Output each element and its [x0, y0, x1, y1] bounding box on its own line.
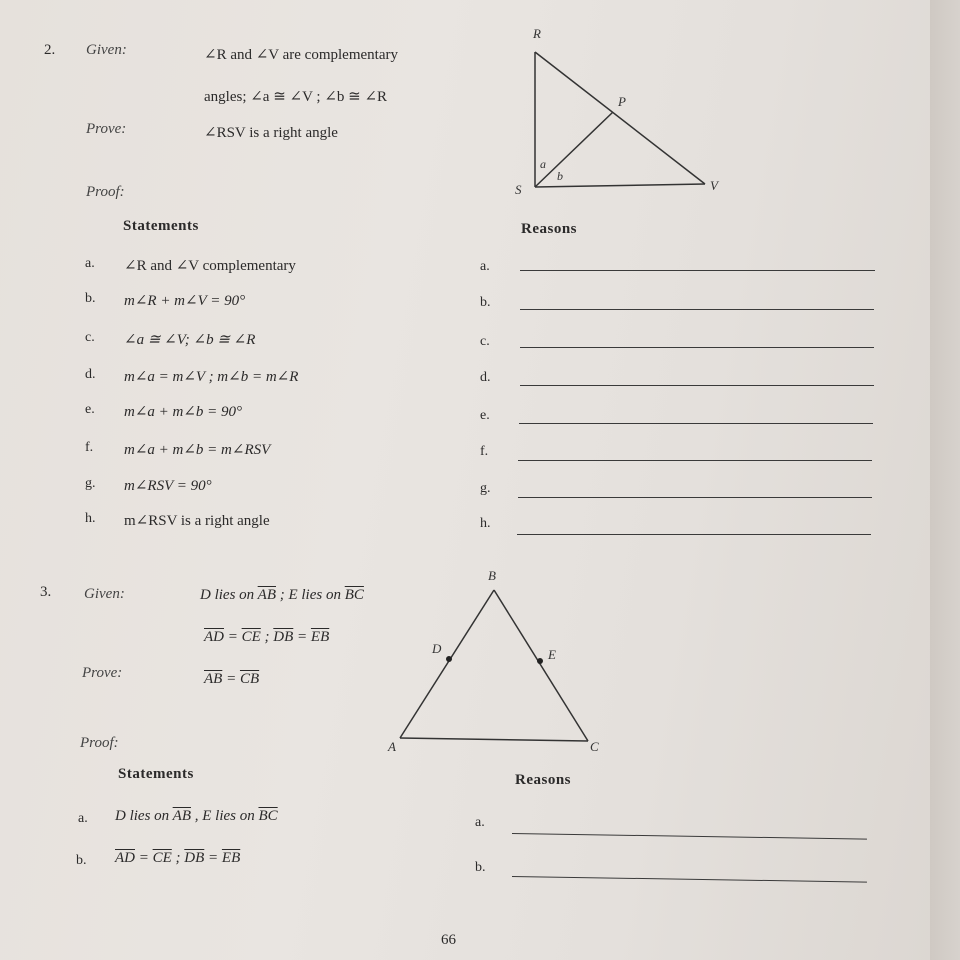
segment-bc-line	[494, 590, 588, 741]
reason-letter: d.	[480, 370, 491, 385]
segment-ce: $\overline{CE}$	[152, 850, 172, 866]
problem-2-given-line2: angles; ∠a ≅ ∠V ; ∠b ≅ ∠R	[204, 89, 388, 105]
problem-3-proof-label: Proof:	[80, 735, 119, 751]
label-p: P	[618, 94, 626, 109]
statement-letter: b.	[85, 291, 96, 306]
reason-blank[interactable]	[519, 423, 873, 424]
statement-text: ∠a ≅ ∠V; ∠b ≅ ∠R	[124, 332, 256, 348]
label-r: R	[533, 26, 541, 41]
statement-letter: e.	[85, 402, 95, 417]
equals: =	[135, 850, 153, 866]
problem-3-given-line1	[200, 587, 364, 604]
segment-sv	[535, 184, 705, 187]
segment-ab: $\overline{AB}$	[204, 671, 223, 687]
label-b: B	[488, 568, 496, 583]
segment-ce: $\overline{CE}$	[241, 629, 261, 645]
problem-2-prove-text: ∠RSV is a right angle	[204, 125, 338, 141]
label-e: E	[548, 647, 556, 662]
reason-blank[interactable]	[520, 347, 874, 348]
segment-eb: $\overline{EB}$	[221, 850, 241, 866]
statement-text: m∠a + m∠b = m∠RSV	[124, 442, 271, 458]
segment-sp	[535, 112, 613, 187]
reason-letter: e.	[480, 408, 490, 423]
segment-cb: $\overline{CB}$	[239, 671, 260, 687]
segment-db: $\overline{DB}$	[184, 850, 205, 866]
label-d: D	[432, 641, 442, 656]
statement-text	[115, 850, 240, 867]
separator: ;	[171, 850, 185, 866]
segment-ad: $\overline{AD}$	[204, 629, 224, 645]
statement-text: m∠RSV is a right angle	[124, 513, 270, 529]
reason-letter: f.	[480, 444, 489, 459]
segment-ac-line	[400, 738, 588, 741]
label-a: A	[388, 739, 396, 754]
problem-3-prove-text	[204, 671, 259, 688]
problem-2-proof-label: Proof:	[86, 184, 125, 200]
reason-letter: b.	[480, 295, 491, 310]
statement-letter: a.	[78, 811, 88, 826]
statement-letter: a.	[85, 256, 95, 271]
segment-eb: $\overline{EB}$	[310, 629, 330, 645]
statement-text	[115, 808, 278, 825]
problem-3-given-label: Given:	[84, 586, 125, 602]
statement-letter: f.	[85, 440, 94, 455]
reason-letter: g.	[480, 481, 491, 496]
statement-letter: c.	[85, 330, 95, 345]
given-text: D lies on	[200, 587, 258, 603]
page-edge	[930, 0, 960, 960]
reason-letter: b.	[475, 860, 486, 875]
reason-blank[interactable]	[518, 460, 872, 461]
problem-2-number: 2.	[44, 42, 56, 58]
reason-letter: c.	[480, 334, 490, 349]
reason-letter: h.	[480, 516, 491, 531]
segment-rv	[535, 52, 705, 184]
label-v: V	[710, 178, 718, 193]
label-c: C	[590, 739, 599, 754]
point-d	[446, 656, 452, 662]
label-s: S	[515, 182, 522, 197]
problem-3-triangle-figure	[380, 560, 610, 765]
reason-blank[interactable]	[520, 309, 874, 310]
reason-blank[interactable]	[518, 497, 872, 498]
segment-ad: $\overline{AD}$	[115, 850, 135, 866]
problem-2-given-line1: ∠R and ∠V are complementary	[204, 47, 398, 63]
statement-letter: g.	[85, 476, 96, 491]
separator: ;	[260, 629, 274, 645]
statement-part: D lies on	[115, 808, 173, 824]
statement-text: m∠R + m∠V = 90°	[124, 293, 246, 309]
equals: =	[293, 629, 311, 645]
problem-2-given-label: Given:	[86, 42, 127, 58]
statement-part: , E lies on	[190, 808, 259, 824]
reason-letter: a.	[475, 815, 485, 830]
statement-letter: d.	[85, 367, 96, 382]
problem-3-given-line2	[204, 629, 329, 646]
problem-2-prove-label: Prove:	[86, 121, 127, 137]
segment-bc: $\overline{BC}$	[258, 808, 278, 824]
segment-ab-line	[400, 590, 494, 738]
label-angle-a: a	[540, 157, 546, 171]
point-e	[537, 658, 543, 664]
statement-letter: h.	[85, 511, 96, 526]
problem-2-triangle-figure	[505, 22, 745, 202]
problem-2-statements-header: Statements	[123, 218, 199, 234]
problem-3-number: 3.	[40, 584, 52, 600]
statement-text: m∠a = m∠V ; m∠b = m∠R	[124, 369, 299, 385]
reason-blank[interactable]	[520, 385, 874, 386]
equals: =	[222, 671, 240, 687]
reason-blank[interactable]	[517, 534, 871, 535]
equals: =	[224, 629, 242, 645]
problem-3-statements-header: Statements	[118, 766, 194, 782]
problem-3-reasons-header: Reasons	[515, 772, 572, 788]
statement-letter: b.	[76, 853, 87, 868]
segment-db: $\overline{DB}$	[273, 629, 294, 645]
reason-blank[interactable]	[520, 270, 875, 271]
statement-text: m∠RSV = 90°	[124, 478, 212, 494]
label-angle-b: b	[557, 169, 563, 183]
given-text: ; E lies on	[275, 587, 345, 603]
reason-letter: a.	[480, 259, 490, 274]
page-number: 66	[441, 932, 456, 948]
equals: =	[204, 850, 222, 866]
problem-3-prove-label: Prove:	[82, 665, 123, 681]
statement-text: ∠R and ∠V complementary	[124, 258, 296, 274]
segment-bc: $\overline{BC}$	[344, 587, 364, 603]
problem-2-reasons-header: Reasons	[521, 221, 578, 237]
segment-ab: $\overline{AB}$	[257, 587, 276, 603]
segment-ab: $\overline{AB}$	[172, 808, 191, 824]
statement-text: m∠a + m∠b = 90°	[124, 404, 243, 420]
